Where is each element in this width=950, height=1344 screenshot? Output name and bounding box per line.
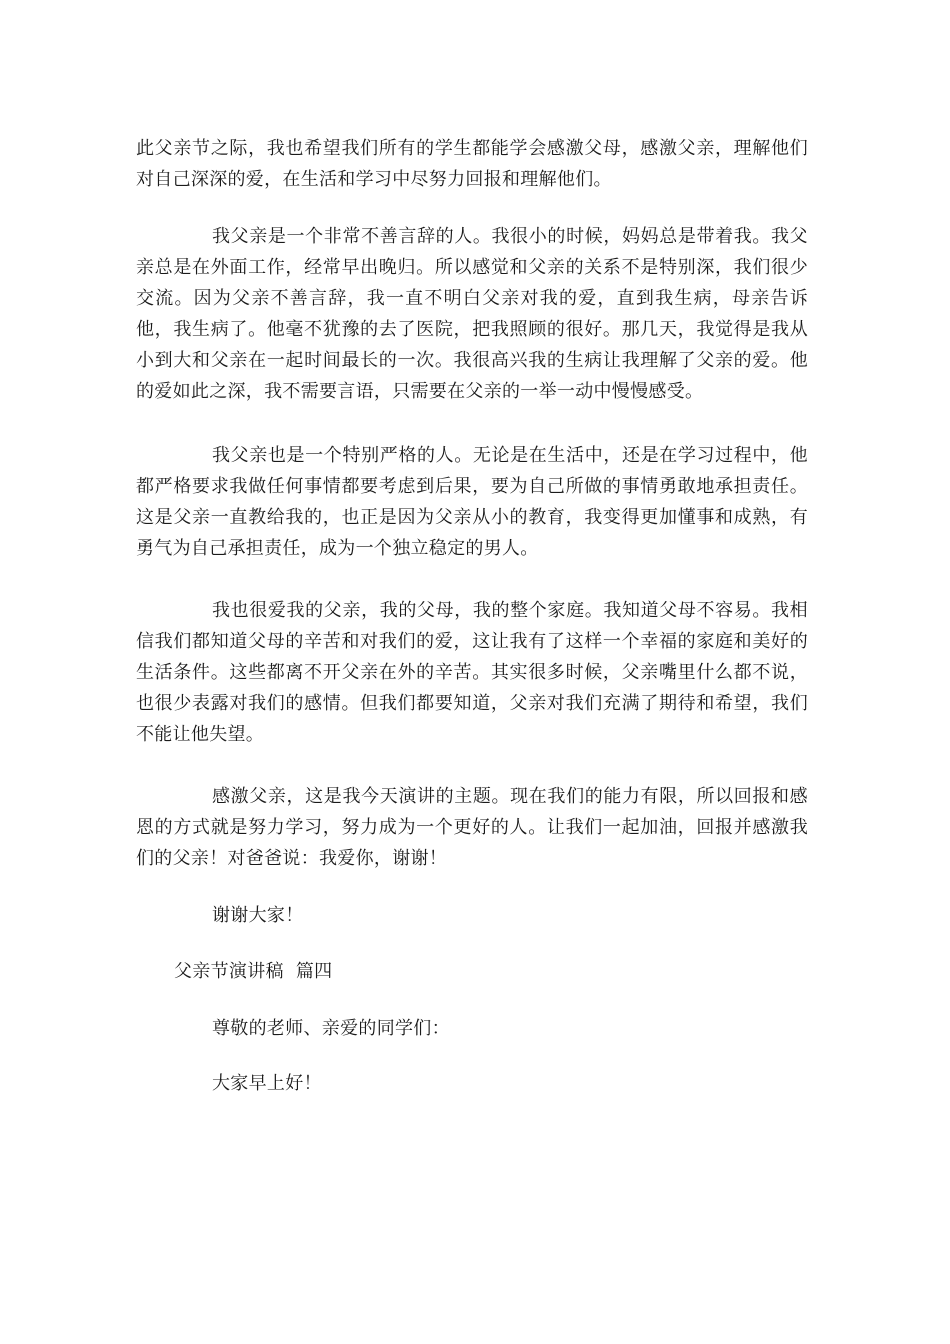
paragraph-father-strict: 我父亲也是一个特别严格的人。无论是在生活中，还是在学习过程中，他都严格要求我做任何事情都要考虑到后果，要为自己所做的事情勇敢地承担责任。这是父亲一直教给我的，也正是因为父亲从小的教育，我变得更加懂事和成熟，有勇气为自己承担责任，成为一个独立稳定的男人。 (136, 445, 808, 559)
salutation: 尊敬的老师、亲爱的同学们： (212, 1018, 450, 1039)
paragraph-love-family: 我也很爱我的父亲，我的父母，我的整个家庭。我知道父母不容易。我相信我们都知道父母的辛苦和对我们的爱，这让我有了这样一个幸福的家庭和美好的生活条件。这些都离不开父亲在外的辛苦。其实很多时候，父亲嘴里什么都不说，也很少表露对我们的感情。但我们都要知道，父亲对我们充满了期待和希望，我们不能让他失望。 (136, 600, 808, 745)
paragraph-gratitude-theme: 感激父亲，这是我今天演讲的主题。现在我们的能力有限，所以回报和感恩的方式就是努力学习，努力成为一个更好的人。让我们一起加油，回报并感激我们的父亲！对爸爸说：我爱你，谢谢！ (136, 786, 808, 869)
section-title: 父亲节演讲稿 篇四 (174, 961, 333, 982)
paragraph-father-quiet: 我父亲是一个非常不善言辞的人。我很小的时候，妈妈总是带着我。我父亲总是在外面工作，经常早出晚归。所以感觉和父亲的关系不是特别深，我们很少交流。因为父亲不善言辞，我一直不明白父亲对我的爱，直到我生病，母亲告诉他，我生病了。他毫不犹豫的去了医院，把我照顾的很好。那几天，我觉得是我从小到大和父亲在一起时间最长的一次。我很高兴我的生病让我理解了父亲的爱。他的爱如此之深，我不需要言语，只需要在父亲的一举一动中慢慢感受。 (136, 226, 808, 402)
closing-thanks: 谢谢大家！ (212, 905, 304, 926)
paragraph-intro-continuation: 此父亲节之际，我也希望我们所有的学生都能学会感激父母，感激父亲，理解他们对自己深深的爱，在生活和学习中尽努力回报和理解他们。 (136, 138, 808, 190)
greeting: 大家早上好！ (212, 1073, 322, 1094)
